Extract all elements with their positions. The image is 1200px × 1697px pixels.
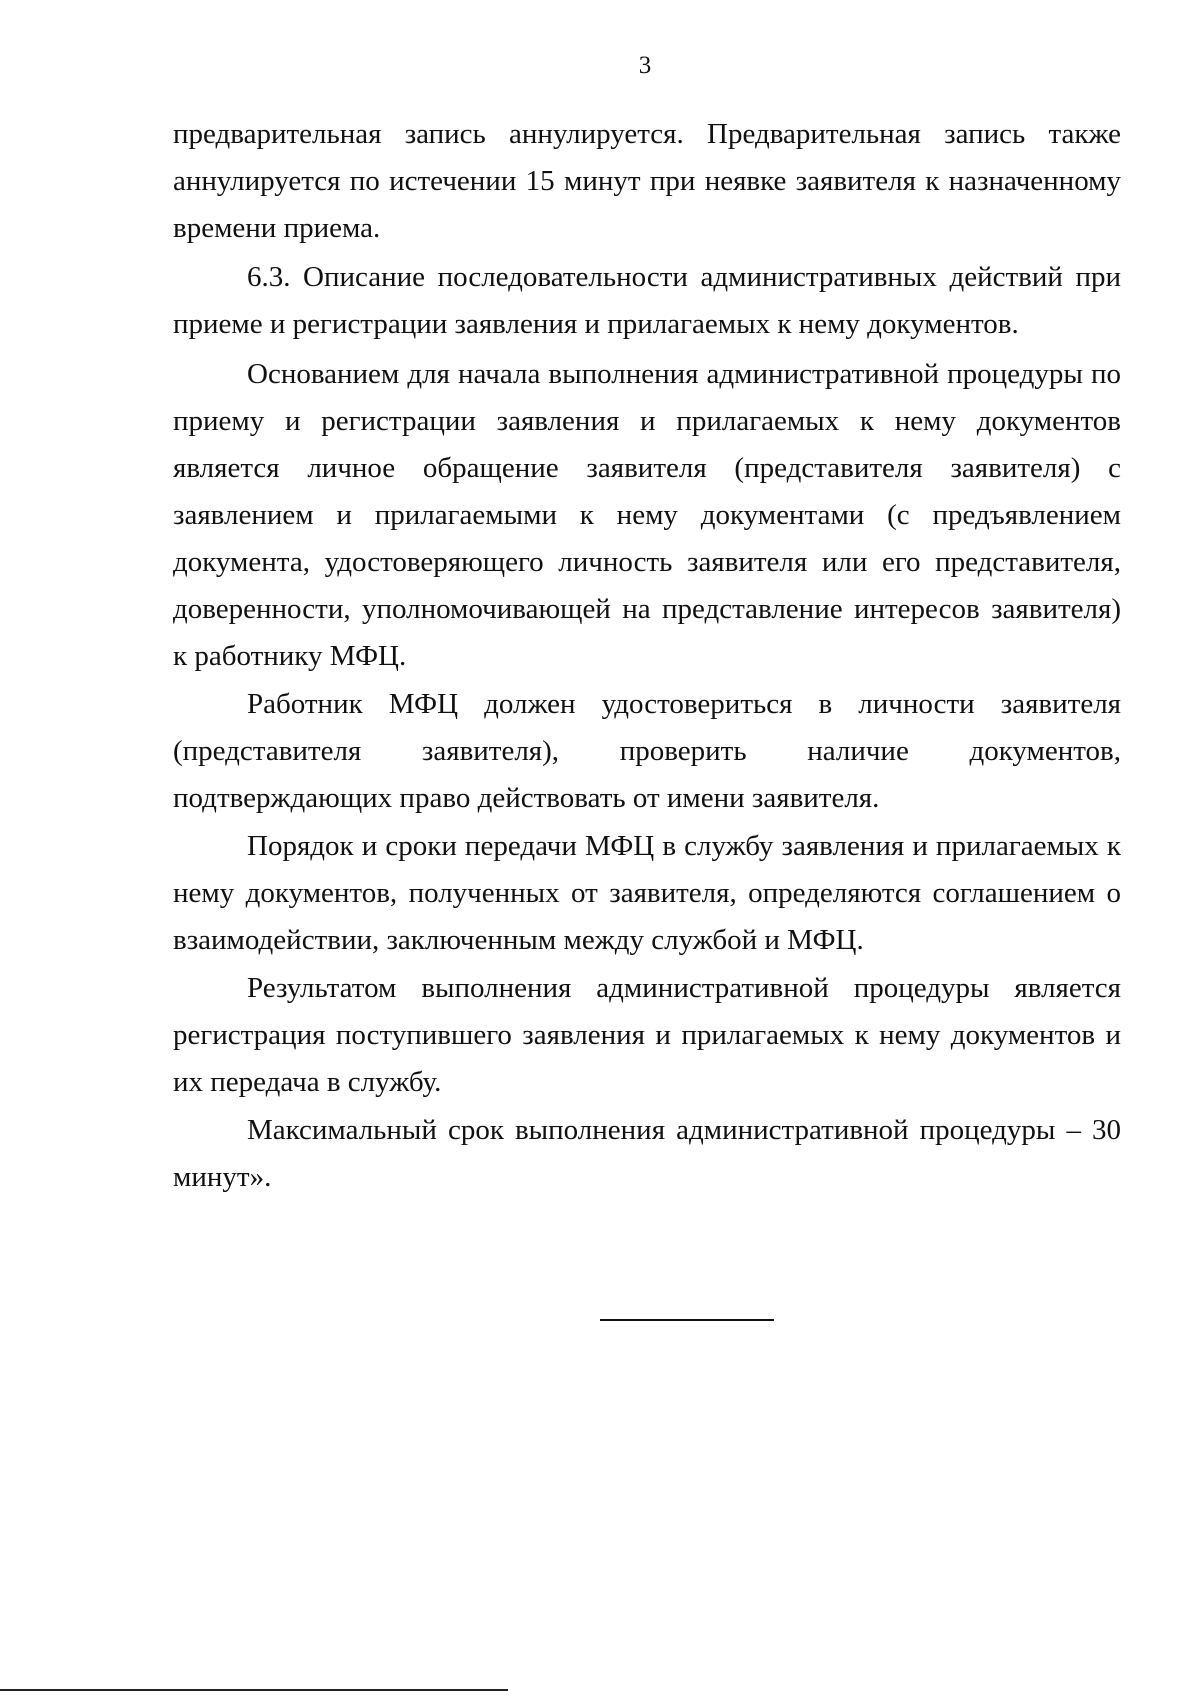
paragraph-continuation: предварительная запись аннулируется. Предварительная запись также аннулируется по истечении 15 минут при неявке заявителя к назначенному времени приема. [173, 118, 1121, 244]
page-number: 3 [638, 52, 652, 79]
paragraph-procedure-basis: Основанием для начала выполнения административной процедуры по приему и регистрации заявления и прилагаемых к нему документов является личное обращение заявителя (представителя заявителя) с заявлением и прилагаемыми к нему документами (с предъявлением документа, удостоверяющего личность заявителя или его представителя, доверенности, уполномочивающей на представление интересов заявителя) к работнику МФЦ. [173, 358, 1121, 672]
end-of-text-divider [600, 1319, 774, 1321]
paragraph-max-duration: Максимальный срок выполнения административной процедуры – 30 минут». [173, 1114, 1121, 1193]
paragraph-section-6-3: 6.3. Описание последовательности административных действий при приеме и регистрации заявления и прилагаемых к нему документов. [173, 261, 1121, 340]
paragraph-transfer-order: Порядок и сроки передачи МФЦ в службу заявления и прилагаемых к нему документов, полученных от заявителя, определяются соглашением о взаимодействии, заключенным между службой и МФЦ. [173, 830, 1121, 956]
paragraph-procedure-result: Результатом выполнения административной процедуры является регистрация поступившего заявления и прилагаемых к нему документов и их передача в службу. [173, 972, 1121, 1098]
paragraph-mfc-worker-duties: Работник МФЦ должен удостовериться в личности заявителя (представителя заявителя), проверить наличие документов, подтверждающих право действовать от имени заявителя. [173, 688, 1121, 814]
document-body [173, 111, 1121, 1201]
footer-divider [0, 1689, 508, 1691]
